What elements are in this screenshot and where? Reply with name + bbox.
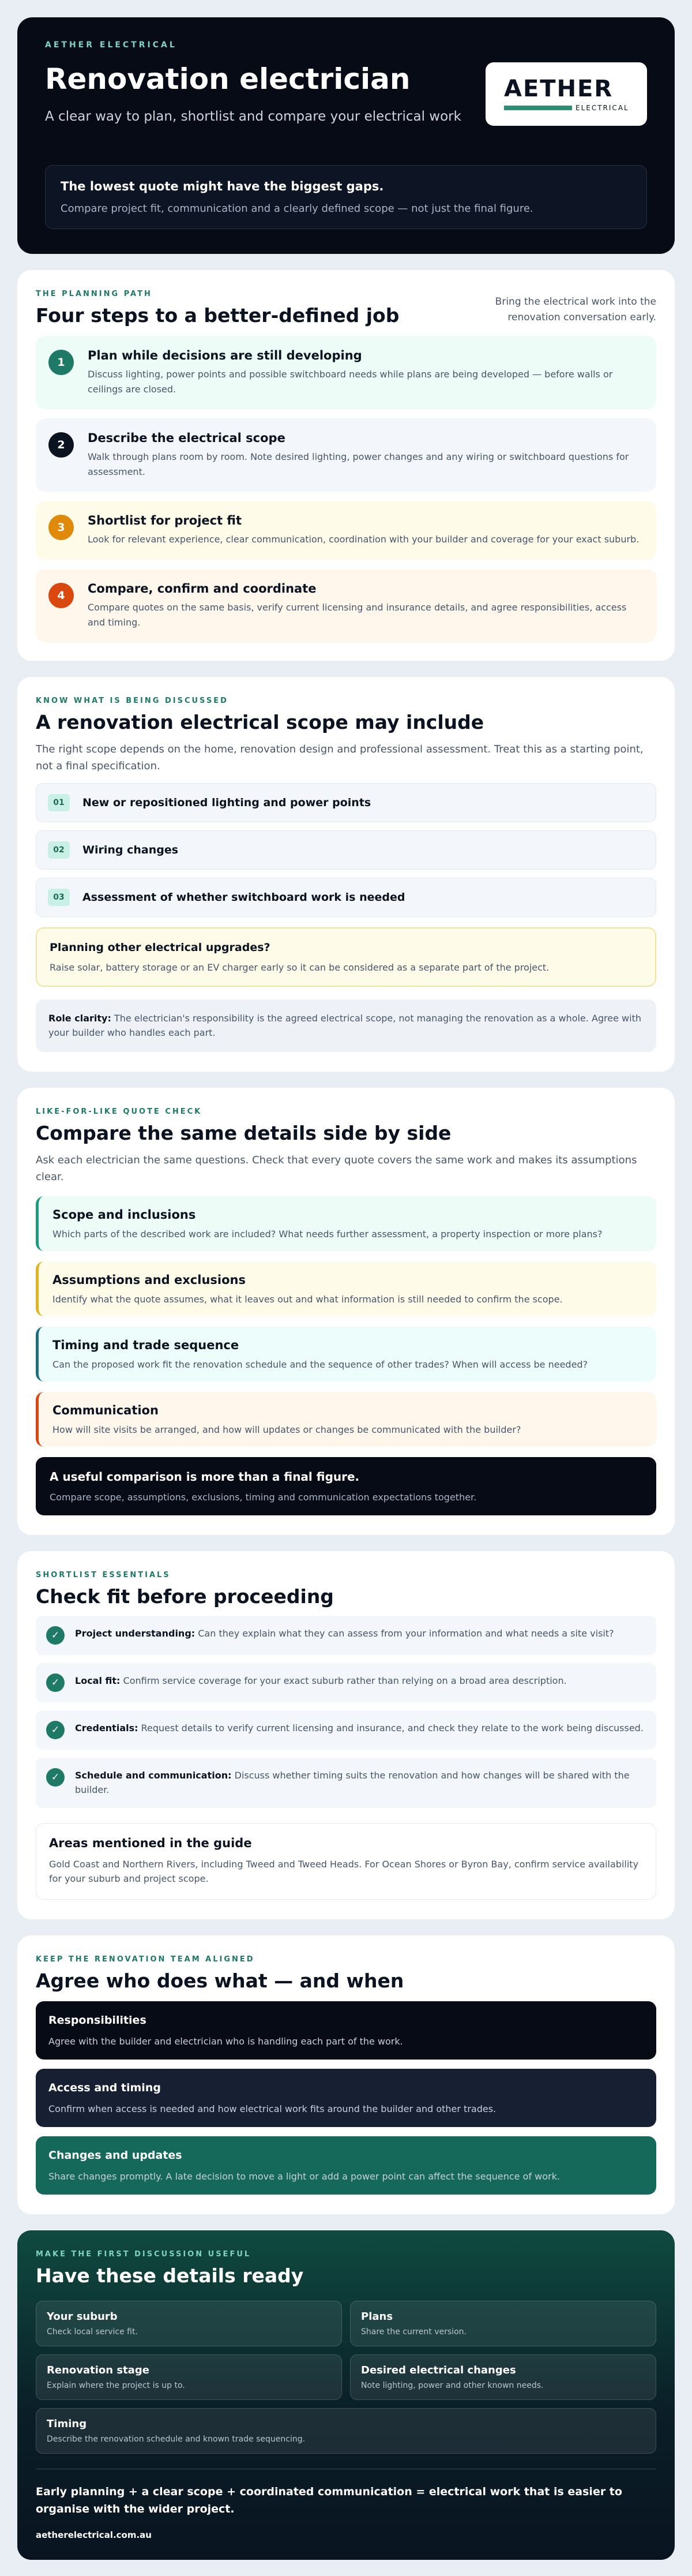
hero-callout-title: The lowest quote might have the biggest gaps. bbox=[61, 179, 384, 193]
detail-tile-text: Check local service fit. bbox=[47, 2327, 138, 2337]
planning-eyebrow: THE PLANNING PATH bbox=[36, 290, 152, 298]
role-clarity-text: The electrician's responsibility is the agreed electrical scope, not managing the renovation as a whole. Agree with your builder who handles each part. bbox=[48, 1012, 641, 1039]
scope-eyebrow: KNOW WHAT IS BEING DISCUSSED bbox=[36, 697, 228, 706]
detail-tile-title: Renovation stage bbox=[47, 2364, 149, 2376]
planning-aside: Bring the electrical work into the renovation conversation early. bbox=[495, 296, 656, 324]
step-card bbox=[36, 336, 656, 409]
step-number: 3 bbox=[48, 515, 74, 540]
logo-line bbox=[504, 106, 572, 110]
comparison-card bbox=[36, 1327, 656, 1381]
check-list bbox=[36, 1616, 656, 1808]
ready-grid bbox=[36, 2301, 656, 2454]
detail-tile bbox=[36, 2301, 342, 2346]
check-icon: ✓ bbox=[46, 1768, 65, 1787]
checklist-item bbox=[36, 1758, 656, 1808]
ready-title: Have these details ready bbox=[36, 2264, 304, 2287]
detail-tile-text: Note lighting, power and other known needs. bbox=[361, 2380, 544, 2390]
service-areas-text: Gold Coast and Northern Rivers, including Tweed and Tweed Heads. For Ocean Shores or Byron Bay, confirm service availability for your suburb and project scope. bbox=[49, 1858, 639, 1885]
steps-list bbox=[36, 336, 656, 642]
checklist-label: Schedule and communication: bbox=[75, 1769, 232, 1781]
comparison-title: Assumptions and exclusions bbox=[52, 1272, 246, 1287]
comparison-card bbox=[36, 1392, 656, 1447]
page-title: Renovation electrician bbox=[45, 62, 411, 96]
scope-title: A renovation electrical scope may include bbox=[36, 711, 484, 734]
comparison-text: Which parts of the described work are included? What needs further assessment, a property inspection or more plans? bbox=[52, 1228, 603, 1240]
scope-section bbox=[17, 677, 675, 1072]
detail-tile-title: Desired electrical changes bbox=[361, 2364, 516, 2376]
step-card bbox=[36, 569, 656, 642]
checklist-text bbox=[75, 1721, 644, 1739]
checklist-item bbox=[36, 1663, 656, 1702]
step-body bbox=[88, 582, 642, 630]
step-title: Compare, confirm and coordinate bbox=[88, 581, 317, 596]
team-card bbox=[36, 2069, 656, 2127]
step-text: Compare quotes on the same basis, verify current licensing and insurance details, and agree responsibilities, access and timing. bbox=[88, 601, 627, 628]
team-card-title: Responsibilities bbox=[48, 2013, 146, 2027]
planning-header bbox=[36, 290, 656, 327]
comparison-title: Timing and trade sequence bbox=[52, 1338, 239, 1352]
comparison-title: Scope and inclusions bbox=[52, 1207, 196, 1222]
team-card bbox=[36, 2001, 656, 2060]
role-clarity-label: Role clarity: bbox=[48, 1012, 111, 1024]
brand-eyebrow: AETHER ELECTRICAL bbox=[45, 40, 177, 50]
comparison-card bbox=[36, 1261, 656, 1316]
website-link[interactable]: aetherelectrical.com.au bbox=[36, 2529, 152, 2540]
scope-item-number: 02 bbox=[48, 841, 70, 859]
step-card bbox=[36, 501, 656, 560]
role-clarity-note bbox=[36, 999, 656, 1052]
step-number: 1 bbox=[48, 350, 74, 375]
service-areas bbox=[36, 1823, 656, 1900]
step-body bbox=[88, 431, 642, 479]
service-areas-title: Areas mentioned in the guide bbox=[49, 1836, 252, 1850]
step-text: Discuss lighting, power points and possible switchboard needs while plans are being developed — before walls or ceilings are closed. bbox=[88, 369, 613, 395]
shortlist-eyebrow: SHORTLIST ESSENTIALS bbox=[36, 1570, 171, 1579]
comparison-summary bbox=[36, 1457, 656, 1515]
checklist-item bbox=[36, 1616, 656, 1655]
planning-title: Four steps to a better-defined job bbox=[36, 304, 400, 327]
comparison-text: How will site visits be arranged, and how will updates or changes be communicated with the builder? bbox=[52, 1424, 521, 1435]
detail-tile-text: Explain where the project is up to. bbox=[47, 2380, 185, 2390]
team-title: Agree who does what — and when bbox=[36, 1969, 404, 1992]
comparison-text: Can the proposed work fit the renovation schedule and the sequence of other trades? When will access be needed? bbox=[52, 1358, 588, 1370]
team-card-title: Access and timing bbox=[48, 2081, 161, 2094]
team-list bbox=[36, 2001, 656, 2195]
team-card-text: Agree with the builder and electrician who is handling each part of the work. bbox=[48, 2035, 403, 2047]
comparison-text: Identify what the quote assumes, what it leaves out and what information is still needed to confirm the scope. bbox=[52, 1293, 563, 1305]
shortlist-section bbox=[17, 1551, 675, 1919]
team-card-text: Confirm when access is needed and how electrical work fits around the builder and other trades. bbox=[48, 2103, 497, 2114]
comparison-title: Communication bbox=[52, 1403, 159, 1417]
checklist-text bbox=[75, 1626, 614, 1645]
checklist-detail: Discuss whether timing suits the renovation and how changes will be shared with the builder. bbox=[75, 1769, 630, 1796]
scope-lead: The right scope depends on the home, renovation design and professional assessment. Treat this as a starting point, not a final specification. bbox=[36, 743, 644, 772]
scope-item-title: Assessment of whether switchboard work is needed bbox=[82, 890, 405, 904]
step-body bbox=[88, 349, 642, 396]
checklist-item bbox=[36, 1710, 656, 1750]
checklist-label: Project understanding: bbox=[75, 1627, 195, 1639]
checklist-text bbox=[75, 1768, 646, 1798]
team-card-title: Changes and updates bbox=[48, 2148, 182, 2162]
scope-list bbox=[36, 783, 656, 917]
ready-footer: Early planning + a clear scope + coordinated communication = electrical work that is easier to organise with the wider project. bbox=[36, 2485, 622, 2516]
step-number: 4 bbox=[48, 583, 74, 608]
detail-tile bbox=[350, 2301, 656, 2346]
detail-tile bbox=[36, 2354, 342, 2400]
step-body bbox=[88, 514, 639, 547]
upgrade-text: Raise solar, battery storage or an EV charger early so it can be considered as a separate part of the project. bbox=[50, 961, 550, 973]
compare-lead: Ask each electrician the same questions. Check that every quote covers the same work and makes its assumptions clear. bbox=[36, 1154, 637, 1183]
step-card bbox=[36, 418, 656, 492]
logo-wordmark: AETHER bbox=[504, 76, 614, 102]
step-text: Look for relevant experience, clear communication, coordination with your builder and coverage for your exact suburb. bbox=[88, 534, 640, 545]
scope-item-title: New or repositioned lighting and power points bbox=[82, 796, 371, 809]
checklist-label: Local fit: bbox=[75, 1675, 121, 1686]
check-icon: ✓ bbox=[46, 1626, 65, 1645]
hero-callout-text: Compare project fit, communication and a clearly defined scope — not just the final figure. bbox=[61, 203, 533, 215]
check-icon: ✓ bbox=[46, 1721, 65, 1739]
step-text: Walk through plans room by room. Note desired lighting, power changes and any wiring or switchboard questions for assessment. bbox=[88, 451, 629, 477]
check-icon: ✓ bbox=[46, 1673, 65, 1692]
team-section bbox=[17, 1935, 675, 2214]
compare-title: Compare the same details side by side bbox=[36, 1121, 452, 1144]
team-card-text: Share changes promptly. A late decision to move a light or add a power point can affect the sequence of work. bbox=[48, 2170, 560, 2182]
checklist-label: Credentials: bbox=[75, 1722, 138, 1733]
scope-item-title: Wiring changes bbox=[82, 843, 179, 856]
step-title: Shortlist for project fit bbox=[88, 514, 242, 528]
scope-item bbox=[36, 878, 656, 917]
checklist-detail: Request details to verify current licensing and insurance, and check they relate to the work being discussed. bbox=[138, 1722, 644, 1733]
ready-section bbox=[17, 2230, 675, 2560]
logo-underline bbox=[504, 104, 647, 112]
comparison-card bbox=[36, 1196, 656, 1251]
comparison-summary-title: A useful comparison is more than a final figure. bbox=[50, 1469, 360, 1484]
scope-item-number: 01 bbox=[48, 794, 70, 811]
ready-eyebrow: MAKE THE FIRST DISCUSSION USEFUL bbox=[36, 2249, 251, 2259]
compare-section bbox=[17, 1088, 675, 1535]
comparison-summary-text: Compare scope, assumptions, exclusions, timing and communication expectations together. bbox=[50, 1491, 477, 1503]
step-title: Plan while decisions are still developing bbox=[88, 349, 362, 362]
checklist-text bbox=[75, 1673, 567, 1692]
planning-section bbox=[17, 270, 675, 661]
brand-logo[interactable] bbox=[486, 62, 647, 126]
checklist-detail: Can they explain what they can assess from your information and what needs a site visit? bbox=[195, 1627, 614, 1639]
detail-tile-title: Your suburb bbox=[47, 2310, 118, 2323]
hero-callout bbox=[45, 165, 647, 229]
detail-tile-text: Share the current version. bbox=[361, 2327, 467, 2337]
step-title: Describe the electrical scope bbox=[88, 431, 285, 445]
shortlist-title: Check fit before proceeding bbox=[36, 1585, 334, 1608]
detail-tile-text: Describe the renovation schedule and known trade sequencing. bbox=[47, 2434, 306, 2444]
compare-eyebrow: LIKE-FOR-LIKE QUOTE CHECK bbox=[36, 1107, 202, 1116]
hero bbox=[17, 17, 675, 254]
page-subtitle: A clear way to plan, shortlist and compare your electrical work bbox=[45, 109, 461, 124]
detail-tile bbox=[350, 2354, 656, 2400]
upgrade-title: Planning other electrical upgrades? bbox=[50, 941, 270, 954]
upgrade-callout bbox=[36, 927, 656, 987]
step-number: 2 bbox=[48, 432, 74, 458]
compare-list bbox=[36, 1196, 656, 1447]
scope-item bbox=[36, 830, 656, 870]
team-card bbox=[36, 2136, 656, 2195]
detail-tile-title: Timing bbox=[47, 2417, 87, 2430]
scope-item-number: 03 bbox=[48, 889, 70, 906]
scope-item bbox=[36, 783, 656, 822]
detail-tile-title: Plans bbox=[361, 2310, 393, 2323]
team-eyebrow: KEEP THE RENOVATION TEAM ALIGNED bbox=[36, 1955, 255, 1964]
logo-subtext: ELECTRICAL bbox=[576, 104, 629, 112]
checklist-detail: Confirm service coverage for your exact suburb rather than relying on a broad area description. bbox=[120, 1675, 567, 1686]
detail-tile bbox=[36, 2408, 656, 2454]
